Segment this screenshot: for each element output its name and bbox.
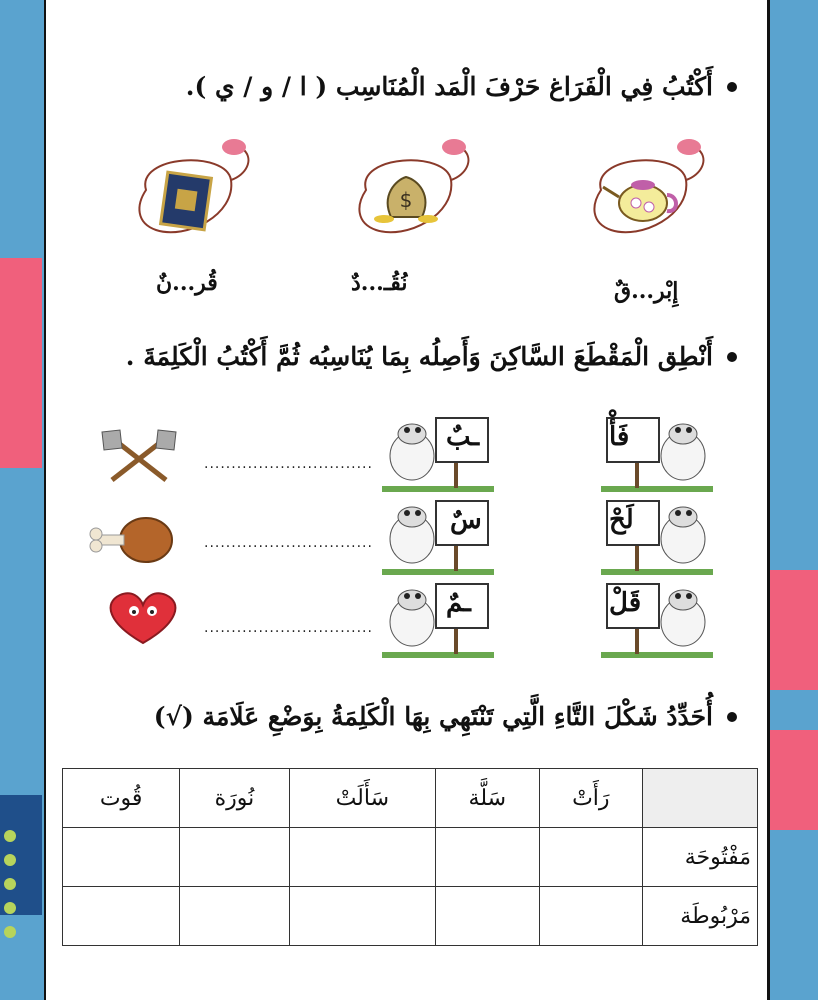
heart-icon (98, 585, 188, 645)
sign-text: ـمٌ (446, 588, 471, 618)
bullet-icon (727, 712, 737, 722)
sheep-sign-3 (601, 578, 713, 658)
teapot-picture (581, 135, 711, 245)
answer-cell[interactable] (539, 887, 642, 946)
bird-icon (677, 139, 701, 155)
column-header: سَلَّة (436, 769, 540, 828)
sheep-sign-2 (601, 495, 713, 575)
table-row (63, 887, 758, 946)
ta-shape-table (62, 768, 758, 946)
money-bag-icon (374, 177, 438, 223)
row-label: مَفْتُوحَة (643, 828, 758, 887)
word-ibriq: إِبْر...قٌ (614, 278, 679, 304)
bullet-icon (727, 82, 737, 92)
answer-cell[interactable] (63, 887, 180, 946)
bird-icon (222, 139, 246, 155)
answer-cell[interactable] (289, 887, 435, 946)
quran-book-icon (161, 172, 212, 230)
table-row (63, 828, 758, 887)
table-corner-cell (643, 769, 758, 828)
axes-icon (94, 428, 184, 488)
bullet-icon (727, 352, 737, 362)
sheep-sign-6 (382, 578, 494, 658)
sheep-sign-4 (382, 412, 494, 492)
answer-cell[interactable] (180, 828, 289, 887)
column-header: نُورَة (180, 769, 289, 828)
section3-instruction: أُحَدِّدُ شَكْلَ التَّاءِ الَّتِي تَنْتَهِي بِهَا الْكَلِمَةُ بِوَضْعِ عَلَامَة (√) (154, 702, 737, 731)
left-pink-band (0, 258, 42, 468)
bird-icon (442, 139, 466, 155)
answer-blank-1[interactable]: ............................... (204, 456, 373, 472)
answer-cell[interactable] (539, 828, 642, 887)
right-frame (770, 0, 818, 1000)
right-pink-band (770, 570, 818, 690)
word-nuqud: نُقُـ...دٌ (351, 270, 408, 296)
answer-blank-3[interactable]: ............................... (204, 620, 373, 636)
answer-cell[interactable] (63, 828, 180, 887)
row-label: مَرْبُوطَة (643, 887, 758, 946)
svg-text:$: $ (399, 188, 413, 212)
sheep-icon (382, 578, 494, 658)
answer-cell[interactable] (436, 887, 540, 946)
worksheet-page (44, 0, 770, 1000)
section2-instruction: أَنْطِق الْمَقْطَعَ السَّاكِنَ وَأَصِلُه بِمَا يُنَاسِبُه ثُمَّ أَكْتُبُ الْكَلِمَةَ . (126, 342, 737, 371)
answer-cell[interactable] (436, 828, 540, 887)
teapot-icon (603, 180, 676, 221)
column-header: رَأَتْ (539, 769, 642, 828)
sheep-sign-5 (382, 495, 494, 575)
column-header: قُوت (63, 769, 180, 828)
right-pink-band-2 (770, 730, 818, 830)
sign-text: قَلْ (609, 588, 642, 618)
column-header: سَأَلَتْ (289, 769, 435, 828)
sign-text: ـبٌ (446, 422, 480, 452)
quran-picture (126, 135, 256, 245)
money-bag-picture (346, 135, 476, 245)
sign-text: فَأْ (609, 422, 630, 452)
word-quran: قُر...نٌ (156, 270, 218, 296)
table-header-row (63, 769, 758, 828)
dot-column (4, 830, 16, 950)
sheep-sign-1 (601, 412, 713, 492)
section1-instruction: أَكْتُبُ فِي الْفَرَاغ حَرْفَ الْمَد الْمُنَاسِب ( ا / و / ي ). (186, 72, 737, 101)
sign-text: سٌ (450, 505, 482, 535)
meat-leg-icon (86, 510, 176, 570)
answer-blank-2[interactable]: ............................... (204, 535, 373, 551)
answer-cell[interactable] (289, 828, 435, 887)
sign-text: لَحْ (609, 505, 634, 535)
answer-cell[interactable] (180, 887, 289, 946)
